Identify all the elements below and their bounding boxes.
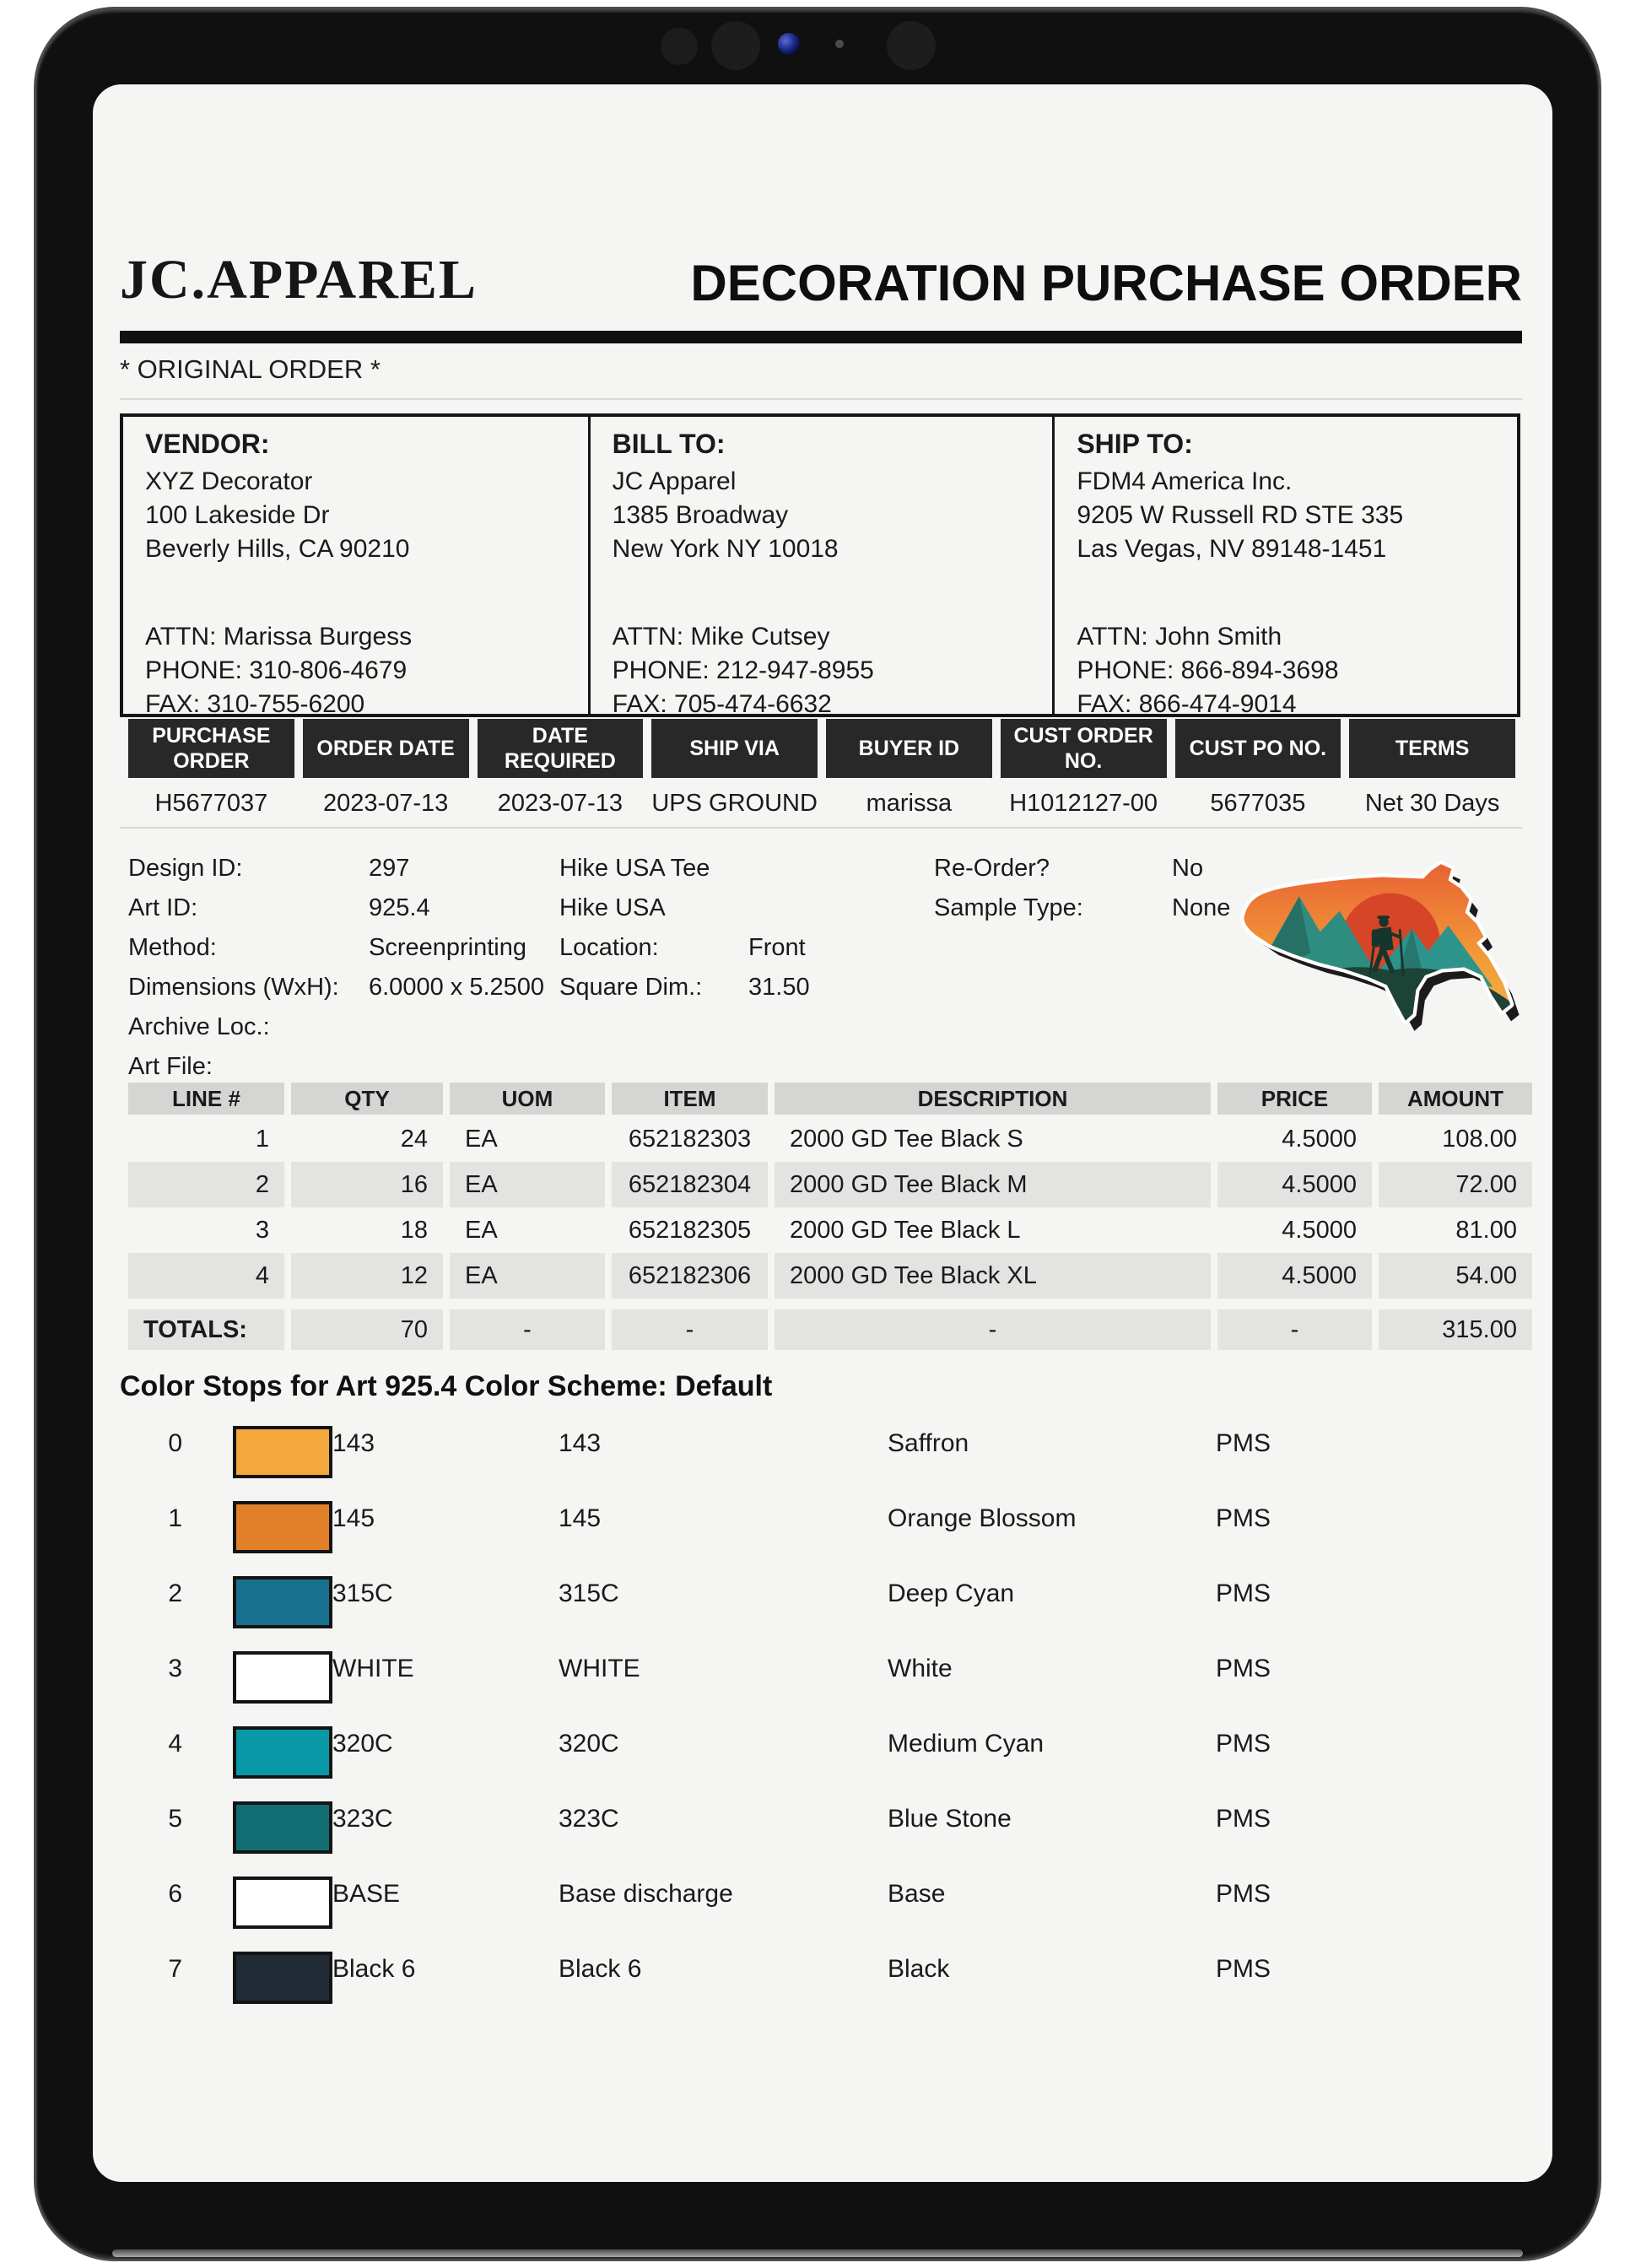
po-value: marissa xyxy=(866,790,953,817)
swatch-cell xyxy=(182,1576,332,1628)
line-items-header xyxy=(128,1083,1532,1115)
po-column-header: PURCHASE ORDER xyxy=(128,719,294,778)
design-label: Re-Order? xyxy=(934,855,1050,882)
totals-cell: - xyxy=(450,1310,605,1350)
document-title: DECORATION PURCHASE ORDER xyxy=(690,255,1522,311)
contact-line: ATTN: Mike Cutsey xyxy=(612,623,830,651)
color-swatch xyxy=(233,1501,332,1553)
line-item-cell: 652182303 xyxy=(628,1126,752,1153)
line-item-cell: 652182306 xyxy=(612,1253,768,1299)
front-camera-cluster xyxy=(661,18,947,72)
po-value: UPS GROUND xyxy=(651,790,818,817)
line-item-cell: 652182304 xyxy=(612,1162,768,1207)
design-label: Art ID: xyxy=(128,894,198,921)
totals-cell: TOTALS: xyxy=(128,1310,284,1350)
tablet-frame xyxy=(34,7,1601,2261)
color-code: 323C xyxy=(332,1805,393,1833)
color-system: PMS xyxy=(1216,1805,1271,1833)
po-column-header: CUST ORDER NO. xyxy=(1001,719,1167,778)
line-item-cell: EA xyxy=(465,1126,498,1153)
design-label xyxy=(934,1007,1172,1047)
line-item-cell: 81.00 xyxy=(1455,1217,1517,1244)
color-code: 143 xyxy=(332,1429,375,1457)
color-stop-row xyxy=(128,1651,1335,1726)
contact-line: ATTN: Marissa Burgess xyxy=(145,623,413,651)
design-label xyxy=(934,1047,1172,1087)
line-item-cell: EA xyxy=(450,1253,605,1299)
camera-sensor-icon xyxy=(887,21,936,70)
color-swatch xyxy=(233,1651,332,1704)
spacer xyxy=(613,566,1045,620)
line-items-column-header: UOM xyxy=(450,1083,605,1115)
design-label: Method: xyxy=(128,934,217,961)
color-code-alt: Base discharge xyxy=(559,1880,733,1908)
line-item-cell: 72.00 xyxy=(1379,1162,1532,1207)
line-item-cell: 4 xyxy=(128,1253,284,1299)
line-item-cell: 2000 GD Tee Black S xyxy=(790,1126,1023,1153)
camera-sensor-icon xyxy=(711,21,760,70)
address-section xyxy=(120,413,1520,717)
color-name: Medium Cyan xyxy=(888,1730,1045,1758)
spacer xyxy=(1077,566,1509,620)
color-code: 145 xyxy=(332,1504,375,1532)
po-column-header: BUYER ID xyxy=(826,719,992,778)
po-value: H1012127-00 xyxy=(1009,790,1158,817)
po-header-row xyxy=(128,719,1515,778)
divider-line xyxy=(120,827,1522,829)
color-system: PMS xyxy=(1216,1504,1271,1532)
po-value: H5677037 xyxy=(154,790,268,817)
header-divider xyxy=(120,331,1522,343)
color-code-alt: 143 xyxy=(559,1429,602,1457)
line-items-column-header: LINE # xyxy=(128,1083,284,1115)
swatch-cell xyxy=(182,1651,332,1704)
color-name: White xyxy=(888,1655,953,1682)
design-label xyxy=(559,1047,748,1087)
color-code-alt: 145 xyxy=(559,1504,602,1532)
color-code-alt: Black 6 xyxy=(559,1955,642,1983)
design-label: Dimensions (WxH): xyxy=(128,974,339,1001)
design-value xyxy=(369,1007,559,1047)
design-label: Design ID: xyxy=(128,855,243,882)
purchase-order-document xyxy=(93,84,1552,2182)
color-name: Deep Cyan xyxy=(888,1580,1015,1607)
line-item-cell: 2000 GD Tee Black M xyxy=(775,1162,1211,1207)
table-row xyxy=(128,1207,1532,1253)
document-screen[interactable] xyxy=(93,84,1552,2182)
color-stop-index: 2 xyxy=(168,1580,182,1607)
design-label: Hike USA Tee xyxy=(559,855,710,882)
design-label xyxy=(934,968,1172,1007)
line-item-cell: 18 xyxy=(400,1217,428,1244)
swatch-cell xyxy=(182,1426,332,1478)
swatch-cell xyxy=(182,1801,332,1854)
order-status-label: * ORIGINAL ORDER * xyxy=(120,354,381,384)
design-value xyxy=(748,1047,934,1087)
line-items-column-header: ITEM xyxy=(612,1083,768,1115)
design-value xyxy=(748,849,934,888)
contact-line: PHONE: 212-947-8955 xyxy=(612,656,874,684)
color-name: Base xyxy=(888,1880,946,1908)
design-label xyxy=(934,928,1172,968)
table-row xyxy=(128,1253,1532,1299)
po-column-header: CUST PO NO. xyxy=(1175,719,1341,778)
swatch-cell xyxy=(182,1726,332,1779)
tablet-bottom-edge xyxy=(112,2249,1523,2257)
totals-cell: - xyxy=(612,1310,768,1350)
po-column-header: SHIP VIA xyxy=(651,719,818,778)
design-info xyxy=(128,849,1250,1087)
line-item-cell: 12 xyxy=(291,1253,443,1299)
po-column-header: ORDER DATE xyxy=(303,719,469,778)
design-label: Location: xyxy=(559,934,659,961)
party-label: BILL TO: xyxy=(612,429,726,459)
color-code-alt: 323C xyxy=(559,1805,619,1833)
color-stop-index: 7 xyxy=(168,1955,182,1983)
party-label: VENDOR: xyxy=(145,429,270,459)
contact-line: FAX: 705-474-6632 xyxy=(612,690,832,714)
address-line: New York NY 10018 xyxy=(612,535,839,563)
design-label: Archive Loc.: xyxy=(128,1013,270,1040)
line-item-cell: 4.5000 xyxy=(1217,1253,1372,1299)
line-item-cell: 2000 GD Tee Black L xyxy=(790,1217,1021,1244)
line-item-cell: 4.5000 xyxy=(1282,1217,1357,1244)
table-row xyxy=(128,1162,1532,1207)
color-stop-index: 4 xyxy=(168,1730,182,1758)
design-value: 31.50 xyxy=(748,974,810,1001)
party-column-bill-to xyxy=(588,417,1053,714)
line-items-body xyxy=(128,1116,1532,1299)
line-items-table xyxy=(128,1083,1532,1299)
contact-line: ATTN: John Smith xyxy=(1077,623,1282,651)
address-line: XYZ Decorator xyxy=(145,467,313,495)
color-stop-index: 6 xyxy=(168,1880,182,1908)
totals-cell: - xyxy=(775,1310,1211,1350)
line-item-cell: 24 xyxy=(400,1126,428,1153)
address-line: JC Apparel xyxy=(612,467,737,495)
color-swatch xyxy=(233,1876,332,1929)
contact-line: PHONE: 310-806-4679 xyxy=(145,656,408,684)
line-item-cell: 4.5000 xyxy=(1282,1126,1357,1153)
line-items-column-header: DESCRIPTION xyxy=(775,1083,1211,1115)
color-swatch xyxy=(233,1426,332,1478)
color-name: Blue Stone xyxy=(888,1805,1012,1833)
line-item-cell: EA xyxy=(465,1217,498,1244)
color-code: 320C xyxy=(332,1730,393,1758)
design-value xyxy=(369,1047,559,1087)
design-label: Art File: xyxy=(128,1053,213,1080)
color-code: BASE xyxy=(332,1880,401,1908)
color-code: WHITE xyxy=(332,1655,414,1682)
po-summary-table xyxy=(128,719,1515,818)
address-line: 9205 W Russell RD STE 335 xyxy=(1077,501,1404,529)
color-stop-index: 1 xyxy=(168,1504,182,1532)
line-item-cell: EA xyxy=(450,1162,605,1207)
line-item-cell: 3 xyxy=(255,1217,269,1244)
party-column-ship-to xyxy=(1052,417,1517,714)
color-stop-index: 3 xyxy=(168,1655,182,1682)
color-system: PMS xyxy=(1216,1880,1271,1908)
color-swatch xyxy=(233,1576,332,1628)
hike-usa-artwork xyxy=(1225,842,1547,1072)
color-code: 315C xyxy=(332,1580,393,1607)
design-label: Sample Type: xyxy=(934,894,1083,921)
totals-cell: 315.00 xyxy=(1379,1310,1532,1350)
line-item-cell: 652182305 xyxy=(628,1217,752,1244)
color-stop-row xyxy=(128,1801,1335,1876)
color-stop-row xyxy=(128,1426,1335,1501)
design-value xyxy=(748,1007,934,1047)
swatch-cell xyxy=(182,1876,332,1929)
camera-sensor-icon xyxy=(661,28,698,65)
design-value: None xyxy=(1172,894,1231,921)
color-system: PMS xyxy=(1216,1730,1271,1758)
design-value: Front xyxy=(748,934,806,961)
po-values-row xyxy=(128,785,1515,818)
totals-cell: - xyxy=(1217,1310,1372,1350)
divider-line xyxy=(120,398,1522,400)
line-item-cell: 16 xyxy=(291,1162,443,1207)
design-value: 6.0000 x 5.2500 xyxy=(369,974,545,1001)
color-swatch xyxy=(233,1801,332,1854)
color-name: Black xyxy=(888,1955,950,1983)
color-stop-row xyxy=(128,1876,1335,1952)
po-value: 2023-07-13 xyxy=(497,790,623,817)
line-item-cell: 54.00 xyxy=(1379,1253,1532,1299)
line-item-cell: 2 xyxy=(128,1162,284,1207)
po-value: Net 30 Days xyxy=(1364,790,1500,817)
totals-row xyxy=(128,1310,1532,1350)
color-stop-row xyxy=(128,1576,1335,1651)
document-header xyxy=(120,245,1522,312)
color-stop-index: 5 xyxy=(168,1805,182,1833)
address-line: Las Vegas, NV 89148-1451 xyxy=(1077,535,1387,563)
contact-line: FAX: 866-474-9014 xyxy=(1077,690,1297,714)
line-item-cell: 4.5000 xyxy=(1217,1162,1372,1207)
front-camera-lens-icon xyxy=(778,33,800,55)
color-stop-row xyxy=(128,1726,1335,1801)
color-code-alt: 315C xyxy=(559,1580,619,1607)
address-line: 100 Lakeside Dr xyxy=(145,501,330,529)
color-system: PMS xyxy=(1216,1955,1271,1983)
color-stop-row xyxy=(128,1501,1335,1576)
design-value: No xyxy=(1172,855,1204,882)
design-label: Hike USA xyxy=(559,894,666,921)
address-line: Beverly Hills, CA 90210 xyxy=(145,535,410,563)
po-value: 5677035 xyxy=(1210,790,1306,817)
address-line: FDM4 America Inc. xyxy=(1077,467,1293,495)
design-value: 297 xyxy=(369,855,410,882)
line-items-column-header: AMOUNT xyxy=(1379,1083,1532,1115)
design-value xyxy=(748,888,934,928)
line-item-cell: 108.00 xyxy=(1442,1126,1517,1153)
spacer xyxy=(145,566,580,620)
color-system: PMS xyxy=(1216,1580,1271,1607)
color-system: PMS xyxy=(1216,1429,1271,1457)
line-item-cell: 2000 GD Tee Black XL xyxy=(775,1253,1211,1299)
color-name: Orange Blossom xyxy=(888,1504,1077,1532)
color-name: Saffron xyxy=(888,1429,969,1457)
ambient-light-sensor-icon xyxy=(835,40,844,48)
line-items-column-header: QTY xyxy=(291,1083,443,1115)
contact-line: FAX: 310-755-6200 xyxy=(145,690,365,714)
po-value: 2023-07-13 xyxy=(322,790,449,817)
color-swatch xyxy=(233,1726,332,1779)
table-row xyxy=(128,1116,1532,1162)
design-value: Screenprinting xyxy=(369,934,526,961)
po-column-header: TERMS xyxy=(1349,719,1515,778)
color-stop-row xyxy=(128,1952,1335,2027)
po-column-header: DATE REQUIRED xyxy=(478,719,644,778)
color-swatch xyxy=(233,1952,332,2004)
line-items-column-header: PRICE xyxy=(1217,1083,1372,1115)
color-code-alt: WHITE xyxy=(559,1655,640,1682)
line-item-cell: 1 xyxy=(255,1126,269,1153)
party-label: SHIP TO: xyxy=(1077,429,1193,459)
design-value: 925.4 xyxy=(369,894,430,921)
company-logo: JC.APPAREL xyxy=(120,249,478,310)
color-code-alt: 320C xyxy=(559,1730,619,1758)
swatch-cell xyxy=(182,1952,332,2004)
color-stop-index: 0 xyxy=(168,1429,182,1457)
address-line: 1385 Broadway xyxy=(612,501,789,529)
color-system: PMS xyxy=(1216,1655,1271,1682)
contact-line: PHONE: 866-894-3698 xyxy=(1077,656,1339,684)
design-label xyxy=(559,1007,748,1047)
design-label: Square Dim.: xyxy=(559,974,703,1001)
totals-cell: 70 xyxy=(291,1310,443,1350)
swatch-cell xyxy=(182,1501,332,1553)
color-stops-heading: Color Stops for Art 925.4 Color Scheme: Default xyxy=(120,1370,773,1402)
party-column-vendor xyxy=(123,417,588,714)
color-stops-list xyxy=(128,1426,1335,2027)
color-code: Black 6 xyxy=(332,1955,416,1983)
